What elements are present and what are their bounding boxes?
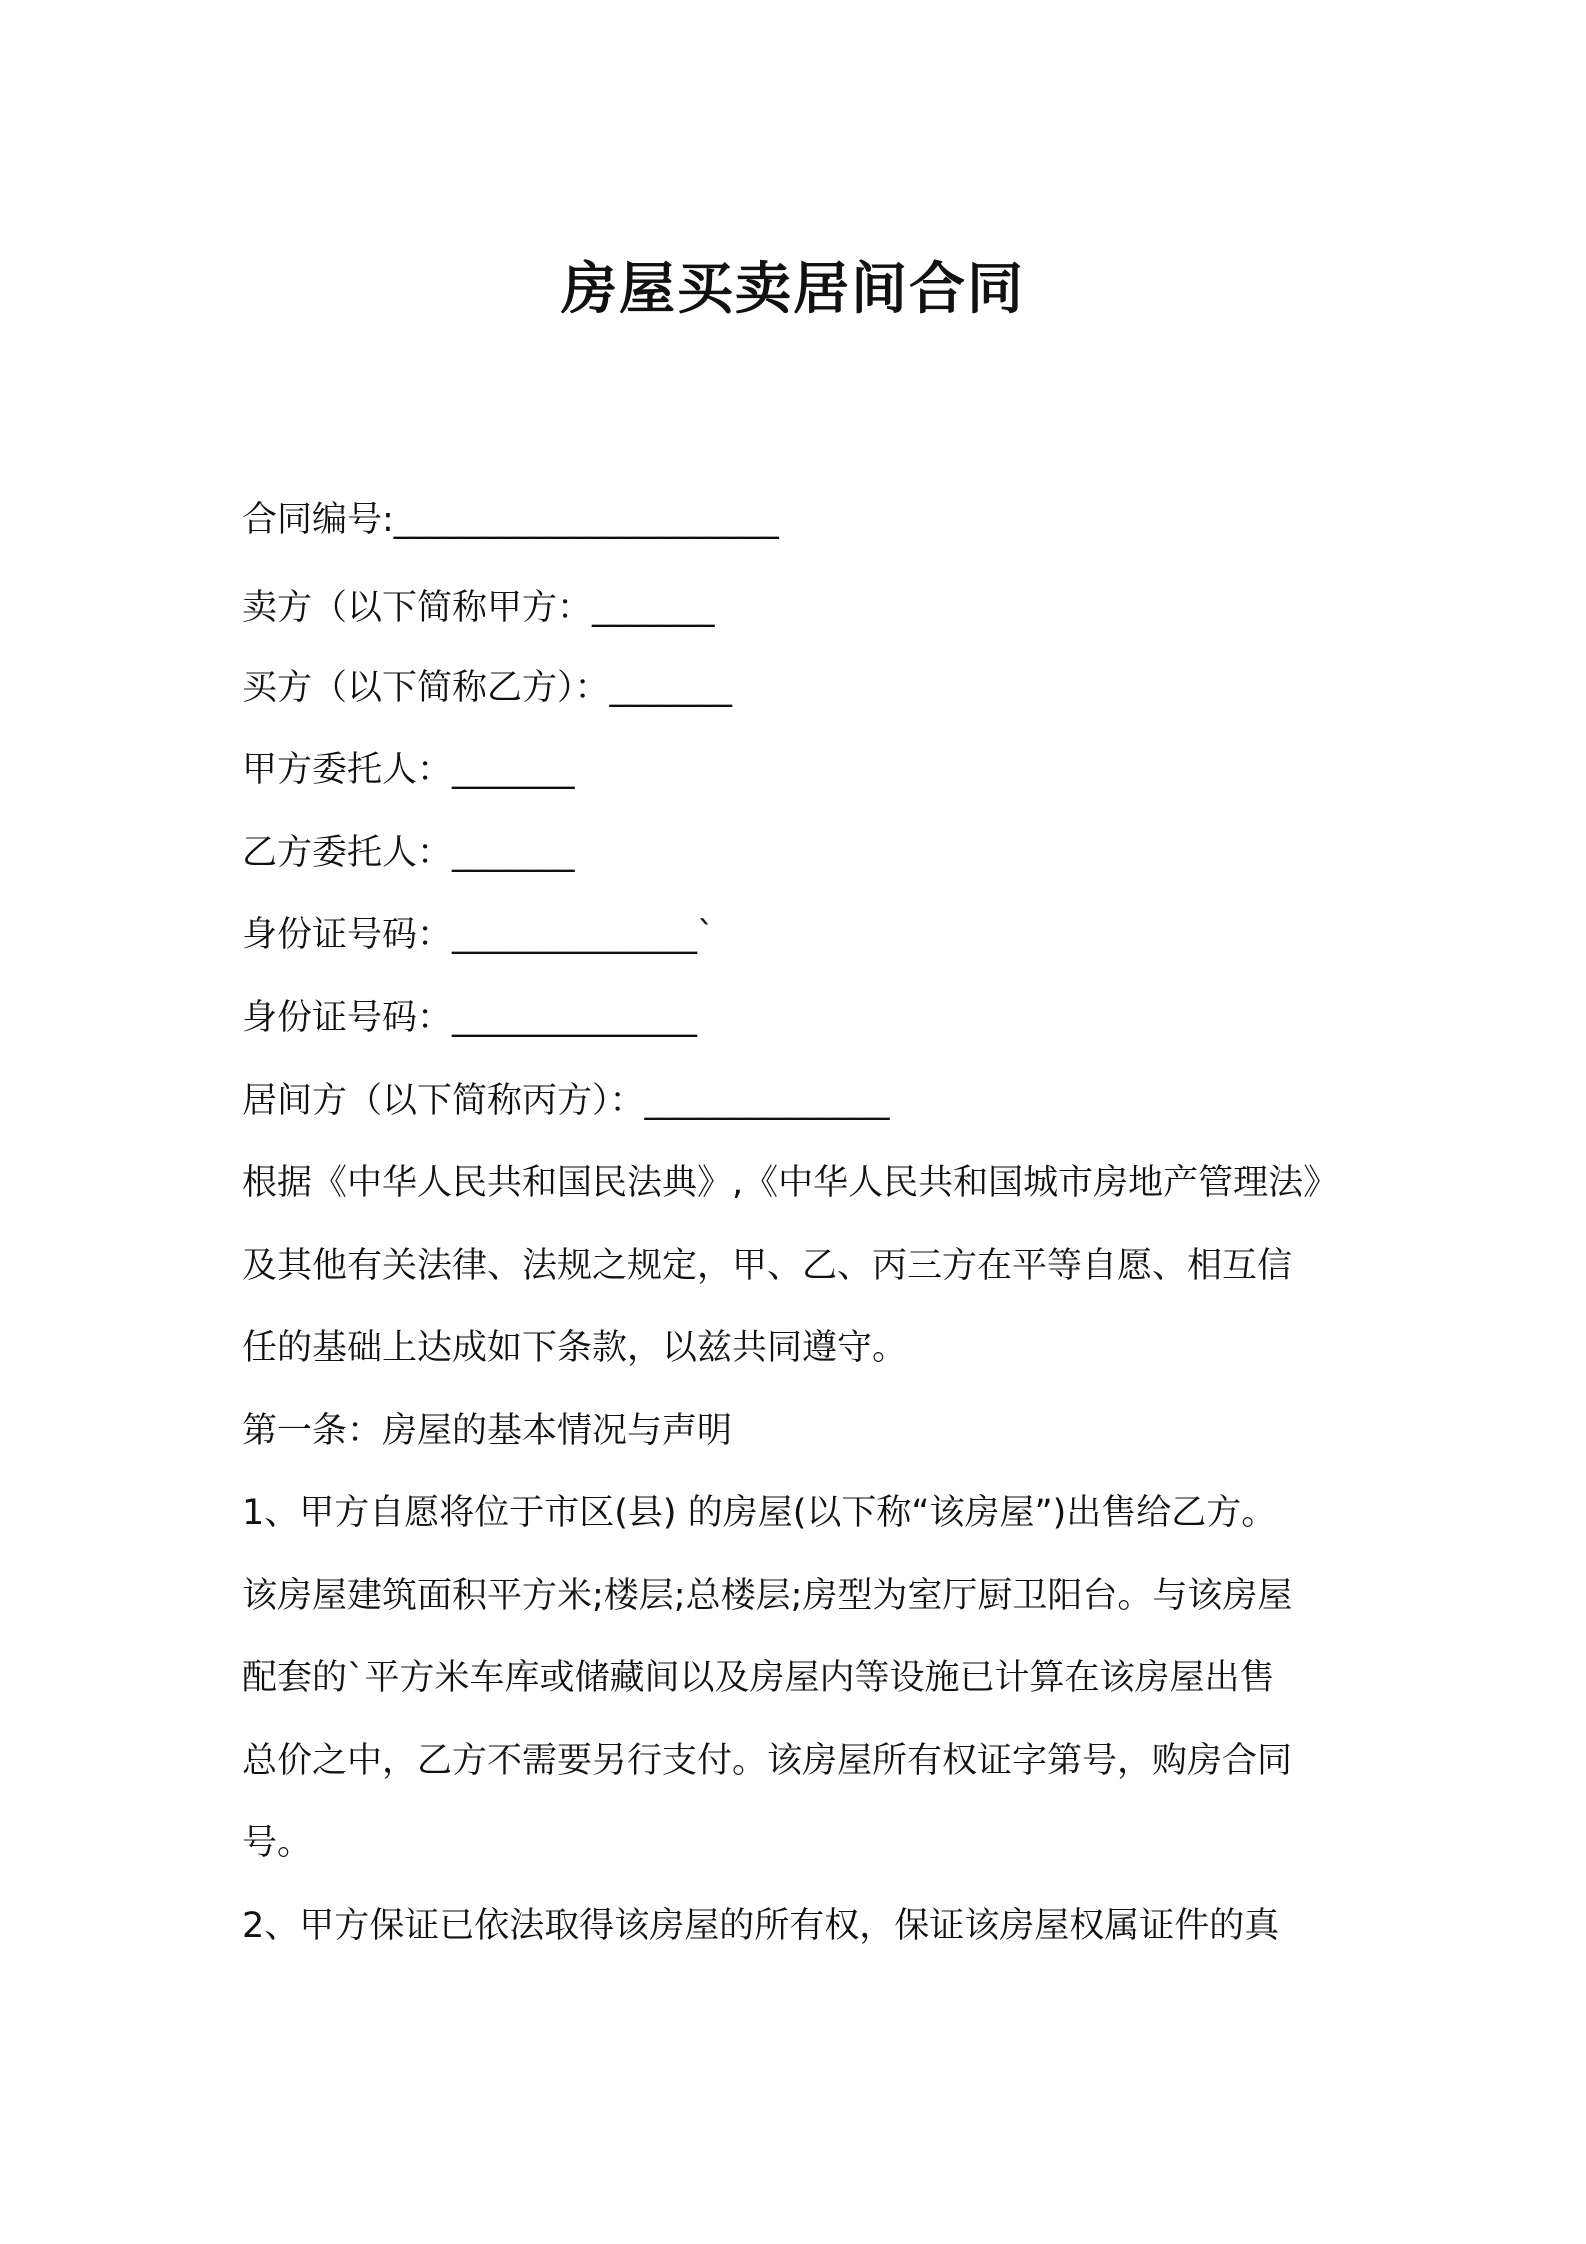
seller-line: 卖方（以下简称甲方：_______ — [242, 588, 715, 628]
paragraph-line: 任的基础上达成如下条款，以兹共同遵守。 — [242, 1328, 908, 1368]
paragraph-line: 1、甲方自愿将位于市区(县) 的房屋(以下称“该房屋”)出售给乙方。 — [242, 1493, 1277, 1533]
buyer-agent-line: 乙方委托人：_______ — [242, 833, 575, 873]
buyer-line: 买方（以下简称乙方）：_______ — [242, 668, 733, 708]
id-number-line: 身份证号码：______________` — [242, 915, 715, 955]
broker-line: 居间方（以下简称丙方）：______________ — [242, 1081, 890, 1121]
document-title: 房屋买卖居间合同 — [561, 257, 1025, 322]
paragraph-line: 2、甲方保证已依法取得该房屋的所有权，保证该房屋权属证件的真 — [242, 1906, 1280, 1946]
id-number-line: 身份证号码：______________ — [242, 998, 698, 1038]
paragraph-line: 总价之中，乙方不需要另行支付。该房屋所有权证字第号，购房合同 — [242, 1741, 1293, 1781]
paragraph-line: 及其他有关法律、法规之规定，甲、乙、丙三方在平等自愿、相互信 — [242, 1246, 1293, 1286]
paragraph-line: 号。 — [242, 1823, 313, 1863]
paragraph-line: 该房屋建筑面积平方米;楼层;总楼层;房型为室厅厨卫阳台。与该房屋 — [242, 1576, 1293, 1616]
paragraph-line: 配套的`平方米车库或储藏间以及房屋内等设施已计算在该房屋出售 — [242, 1658, 1275, 1698]
contract-number-line: 合同编号:______________________ — [242, 500, 779, 540]
seller-agent-line: 甲方委托人：_______ — [242, 750, 575, 790]
article-heading: 第一条：房屋的基本情况与声明 — [242, 1411, 733, 1451]
paragraph-line: 根据《中华人民共和国民法典》,《中华人民共和国城市房地产管理法》 — [242, 1163, 1339, 1203]
